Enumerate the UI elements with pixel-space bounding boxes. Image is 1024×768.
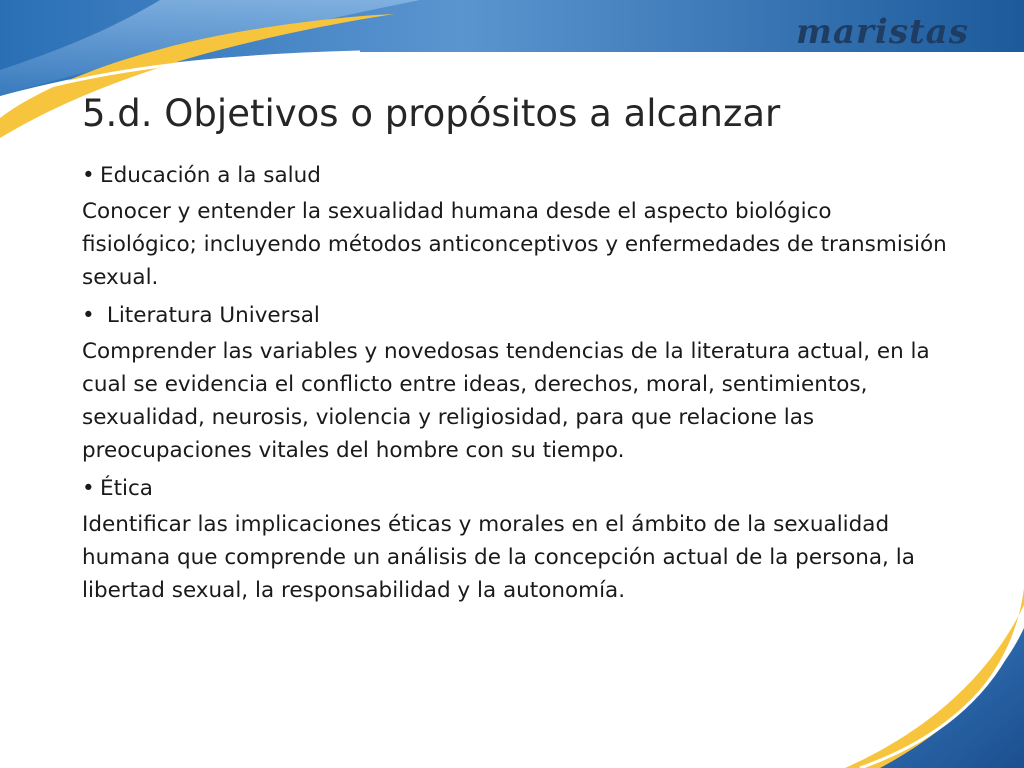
slide-content [82, 159, 952, 612]
bullet-text: Literatura Universal [100, 303, 320, 328]
slide-title: 5.d. Objetivos o propósitos a alcanzar [82, 92, 781, 135]
bullet-text: Ética [100, 476, 153, 501]
bullet-dot: • [82, 163, 95, 188]
bullet-dot: • [82, 303, 95, 328]
objective-paragraph: Identificar las implicaciones éticas y morales en el ámbito de la sexualidad humana que comprende un análisis de la concepción actual de la persona, la libertad sexual, la responsabilidad y la autonomía. [82, 512, 915, 603]
maristas-logo: maristas [796, 12, 969, 52]
bullet-dot: • [82, 476, 95, 501]
bullet-item [82, 299, 952, 332]
bullet-item [82, 472, 952, 505]
objective-paragraph: Conocer y entender la sexualidad humana desde el aspecto biológico fisiológico; incluyendo métodos anticonceptivos y enfermedades de transmisión sexual. [82, 199, 947, 290]
bullet-item [82, 159, 952, 192]
objective-paragraph: Comprender las variables y novedosas tendencias de la literatura actual, en la cual se evidencia el conflicto entre ideas, derechos, moral, sentimientos, sexualidad, neurosis, violencia y religiosidad, para que relacione las preocupaciones vitales del hombre con su tiempo. [82, 339, 930, 463]
bullet-text: Educación a la salud [100, 163, 321, 188]
